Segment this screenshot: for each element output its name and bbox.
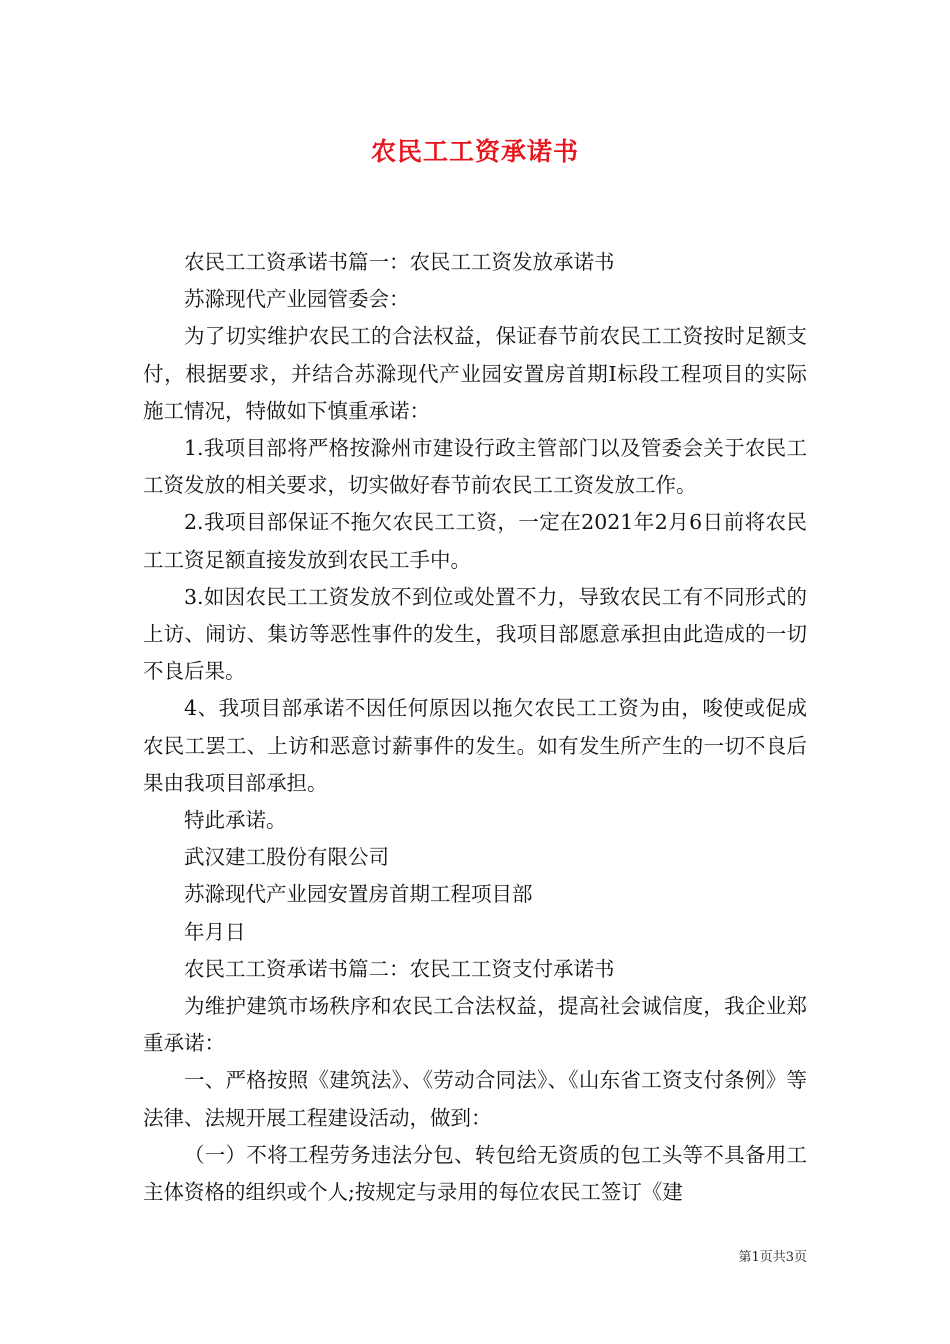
paragraph: 特此承诺。 (184, 808, 287, 833)
paragraph: 4、我项目部承诺不因任何原因以拖欠农民工工资为由，唆使或促成农民工罢工、上访和恶意讨薪事件的发生。如有发生所产生的一切不良后果由我项目部承担。 (143, 696, 807, 795)
paragraph: 年月日 (184, 919, 246, 944)
paragraph: 农民工工资承诺书篇二：农民工工资支付承诺书 (184, 956, 615, 981)
paragraph: 3.如因农民工工资发放不到位或处置不力，导致农民工有不同形式的上访、闹访、集访等恶性事件的发生，我项目部愿意承担由此造成的一切不良后果。 (143, 584, 807, 684)
paragraph: 2.我项目部保证不拖欠农民工工资，一定在2021年2月6日前将农民工工资足额直接发放到农民工手中。 (143, 510, 807, 572)
paragraph: 为维护建筑市场秩序和农民工合法权益，提高社会诚信度，我企业郑重承诺： (143, 994, 807, 1056)
document-body (143, 244, 807, 1211)
paragraph: 农民工工资承诺书篇一：农民工工资发放承诺书 (184, 250, 615, 274)
document-title: 农民工工资承诺书 (370, 137, 579, 166)
paragraph: 一、严格按照《建筑法》、《劳动合同法》、《山东省工资支付条例》等法律、法规开展工程建设活动，做到： (143, 1068, 807, 1130)
paragraph: 1.我项目部将严格按滁州市建设行政主管部门以及管委会关于农民工工资发放的相关要求，切实做好春节前农民工工资发放工作。 (143, 436, 807, 498)
paragraph: 苏滁现代产业园管委会： (184, 287, 410, 312)
paragraph: 苏滁现代产业园安置房首期工程项目部 (184, 882, 533, 907)
paragraph: 武汉建工股份有限公司 (184, 845, 389, 870)
page-number: 第1页共3页 (738, 1250, 807, 1265)
paragraph: 为了切实维护农民工的合法权益，保证春节前农民工工资按时足额支付，根据要求，并结合苏滁现代产业园安置房首期Ⅰ标段工程项目的实际施工情况，特做如下慎重承诺： (143, 324, 807, 423)
paragraph: （一）不将工程劳务违法分包、转包给无资质的包工头等不具备用工主体资格的组织或个人;按规定与录用的每位农民工签订《建 (143, 1142, 807, 1205)
